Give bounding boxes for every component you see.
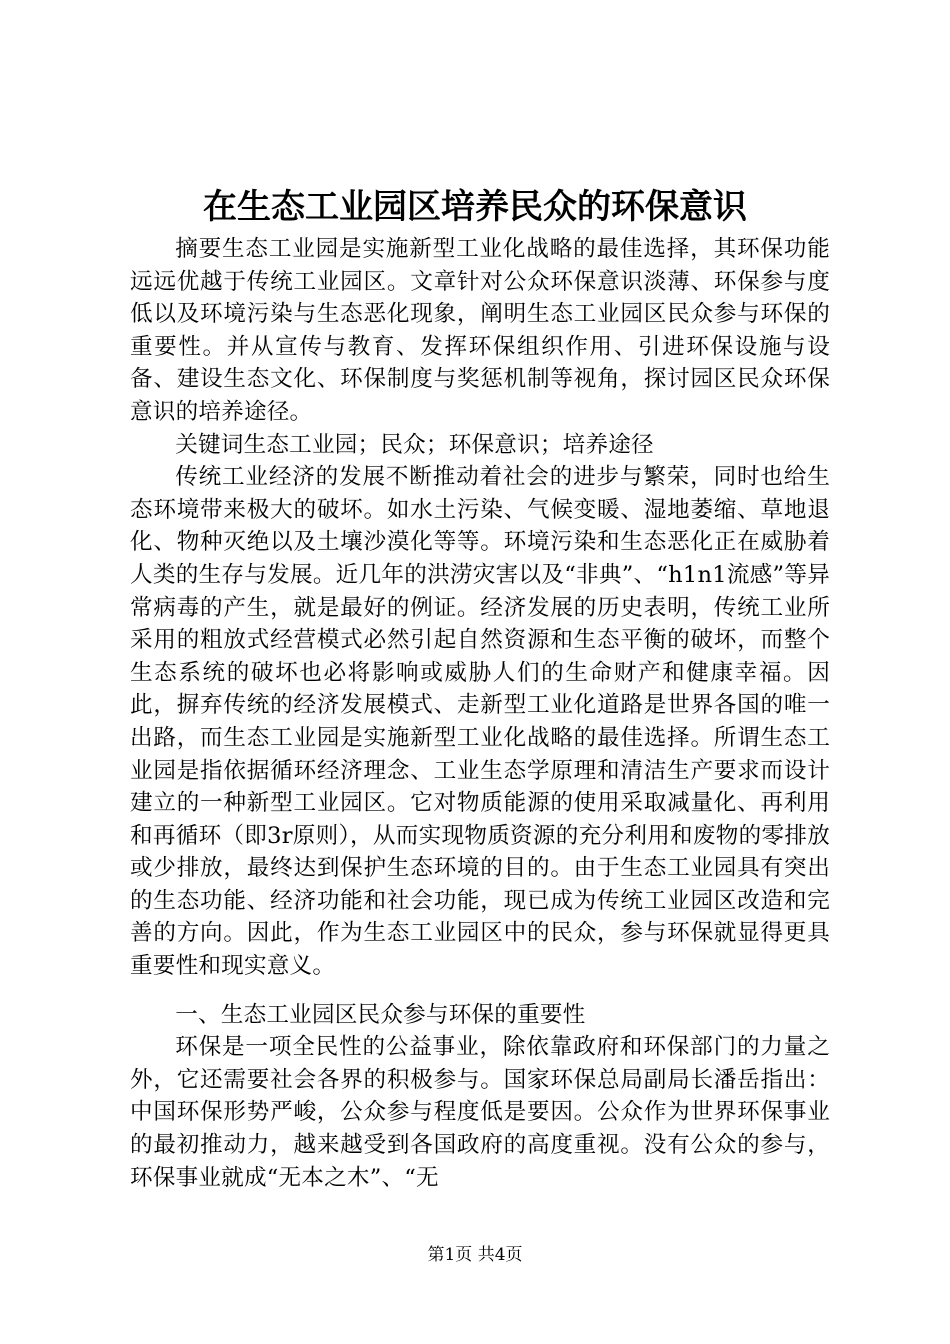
- keywords-paragraph: 关键词生态工业园；民众；环保意识；培养途径: [175, 431, 654, 458]
- section-paragraph: 环保是一项全民性的公益事业，除依靠政府和环保部门的力量之外，它还需要社会各界的积极参与。国家环保总局副局长潘岳指出：中国环保形势严峻，公众参与程度低是要因。公众作为世界环保事业的最初推动力，越来越受到各国政府的高度重视。没有公众的参与，环保事业就成“无本之木”、“无: [130, 1034, 830, 1191]
- section-heading: 一、生态工业园区民众参与环保的重要性: [175, 1001, 586, 1028]
- intro-paragraph: 传统工业经济的发展不断推动着社会的进步与繁荣，同时也给生态环境带来极大的破坏。如水土污染、气候变暖、湿地萎缩、草地退化、物种灭绝以及土壤沙漠化等等。环境污染和生态恶化正在威胁着人类的生存与发展。近几年的洪涝灾害以及“非典”、“h1n1流感”等异常病毒的产生，就是最好的例证。经济发展的历史表明，传统工业所采用的粗放式经营模式必然引起自然资源和生态平衡的破坏，而整个生态系统的破坏也必将影响或威胁人们的生命财产和健康幸福。因此，摒弃传统的经济发展模式、走新型工业化道路是世界各国的唯一出路，而生态工业园是实施新型工业化战略的最佳选择。所谓生态工业园是指依据循环经济理念、工业生态学原理和清洁生产要求而设计建立的一种新型工业园区。它对物质能源的使用采取减量化、再利用和再循环（即3r原则），从而实现物质资源的充分利用和废物的零排放或少排放，最终达到保护生态环境的目的。由于生态工业园具有突出的生态功能、经济功能和社会功能，现已成为传统工业园区改造和完善的方向。因此，作为生态工业园区中的民众，参与环保就显得更具重要性和现实意义。: [130, 464, 830, 980]
- document-body: [130, 233, 830, 1194]
- abstract-paragraph: 摘要生态工业园是实施新型工业化战略的最佳选择，其环保功能远远优越于传统工业园区。文章针对公众环保意识淡薄、环保参与度低以及环境污染与生态恶化现象，阐明生态工业园区民众参与环保的重要性。并从宣传与教育、发挥环保组织作用、引进环保设施与设备、建设生态文化、环保制度与奖惩机制等视角，探讨园区民众环保意识的培养途径。: [130, 236, 830, 425]
- page-footer: 第1页 共4页: [427, 1245, 523, 1265]
- document-title: 在生态工业园区培养民众的环保意识: [203, 187, 747, 227]
